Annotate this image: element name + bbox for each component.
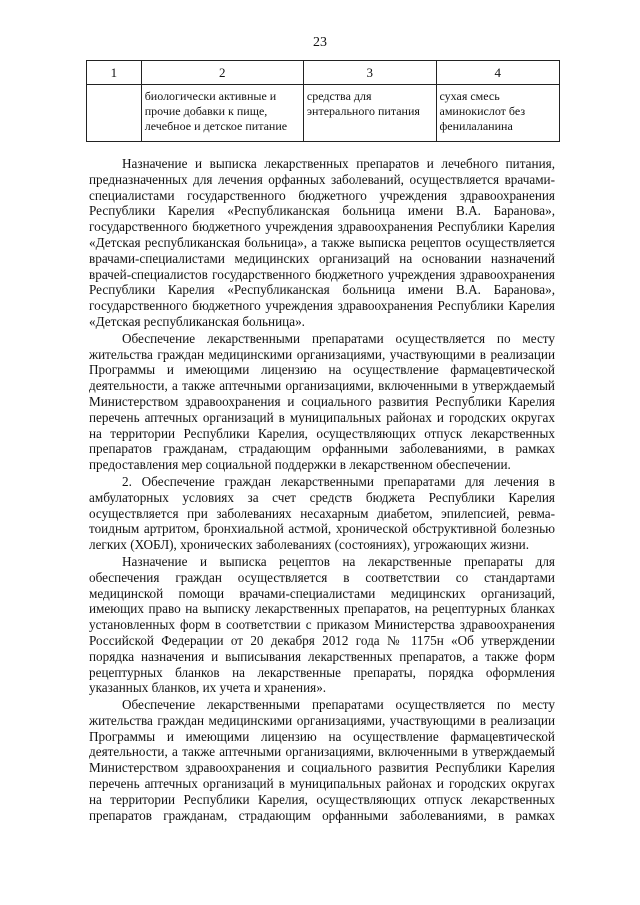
- body-text: [89, 156, 555, 824]
- page-number: 23: [313, 35, 327, 50]
- table-header-cell: 1: [87, 61, 142, 85]
- paragraph: Обеспечение лекарственными препаратами осуществляется по месту жительства граждан медицинскими организациями, участвующими в реализации Программы и имеющими лицензию на осуществление фармацевтической деятельности, а также аптечными организациями, включенными в утверждаемый Министерством здравоохранения и социального развития Республики Карелия перечень аптечных организаций в муниципальных районах и городских округах на территории Республики Карелия, осуществляющих отпуск лекарственных препаратов гражданам, страдающим орфанными заболеваниями, в рамках: [89, 697, 555, 823]
- table-header-cell: 2: [141, 61, 303, 85]
- table-cell: [87, 85, 142, 142]
- table-cell: средства для энтерального питания: [303, 85, 436, 142]
- paragraph: Назначение и выписка рецептов на лекарственные препараты для обеспечения граждан осуществляется в соответствии со стандартами медицинской помощи врачами-специалистами медицинских организаций, имеющих право на выписку лекарственных препаратов, на рецептурных бланках установленных форм в соответствии с приказом Министерства здравоохранения Российской Федерации от 20 декабря 2012 года № 1175н «Об утверждении порядка назначения и выписывания лекарственных препаратов, а также форм рецептурных бланков на лекарственные препараты, порядка оформления указанных бланков, их учета и хранения».: [89, 553, 555, 696]
- paragraph: 2. Обеспечение граждан лекарственными препаратами для лечения в амбулаторных условиях за счет средств бюджета Республики Карелия осуществляется при заболеваниях несахарным диабетом, эпилепсией, ревматоидным артритом, бронхиальной астмой, хронической обструктивной болезнью легких (ХОБЛ), хронических заболеваниях (состояниях), угрожающих жизни.: [89, 473, 555, 553]
- table-header-cell: 4: [436, 61, 560, 85]
- table-cell: сухая смесь аминокислот без фенилаланина: [436, 85, 560, 142]
- table-row: [87, 85, 560, 142]
- paragraph: Обеспечение лекарственными препаратами осуществляется по месту жительства граждан медицинскими организациями, участвующими в реализации Программы и имеющими лицензию на осуществление фармацевтической деятельности, а также аптечными организациями, включенными в утверждаемый Министерством здравоохранения и социального развития Республики Карелия перечень аптечных организаций в муниципальных районах и городских округах на территории Республики Карелия, осуществляющих отпуск лекарственных препаратов гражданам, страдающим орфанными заболеваниями, в рамках предоставления мер социальной поддержки в лекарственном обеспечении.: [89, 330, 555, 473]
- continuation-table: [86, 60, 560, 142]
- table-header-row: [87, 61, 560, 85]
- table-cell: биологически активные и прочие добавки к пище, лечебное и детское питание: [141, 85, 303, 142]
- table-header-cell: 3: [303, 61, 436, 85]
- paragraph: Назначение и выписка лекарственных препаратов и лечебного питания, предназначенных для лечения орфанных заболеваний, осуществляется врачами-специалистами государственного бюджетного учреждения здравоохранения Республики Карелия «Республиканская больница имени В.А. Баранова», государственного бюджетного учреждения здравоохранения Республики Карелия «Детская республиканская больница», а также выписка рецептов осуществляется врачами-специалистами медицинских организаций на основании назначений врачей-специалистов государственного бюджетного учреждения здравоохранения Республики Карелия «Республиканская больница имени В.А. Баранова», государственного бюджетного учреждения здравоохранения Республики Карелия «Детская республиканская больница».: [89, 156, 555, 329]
